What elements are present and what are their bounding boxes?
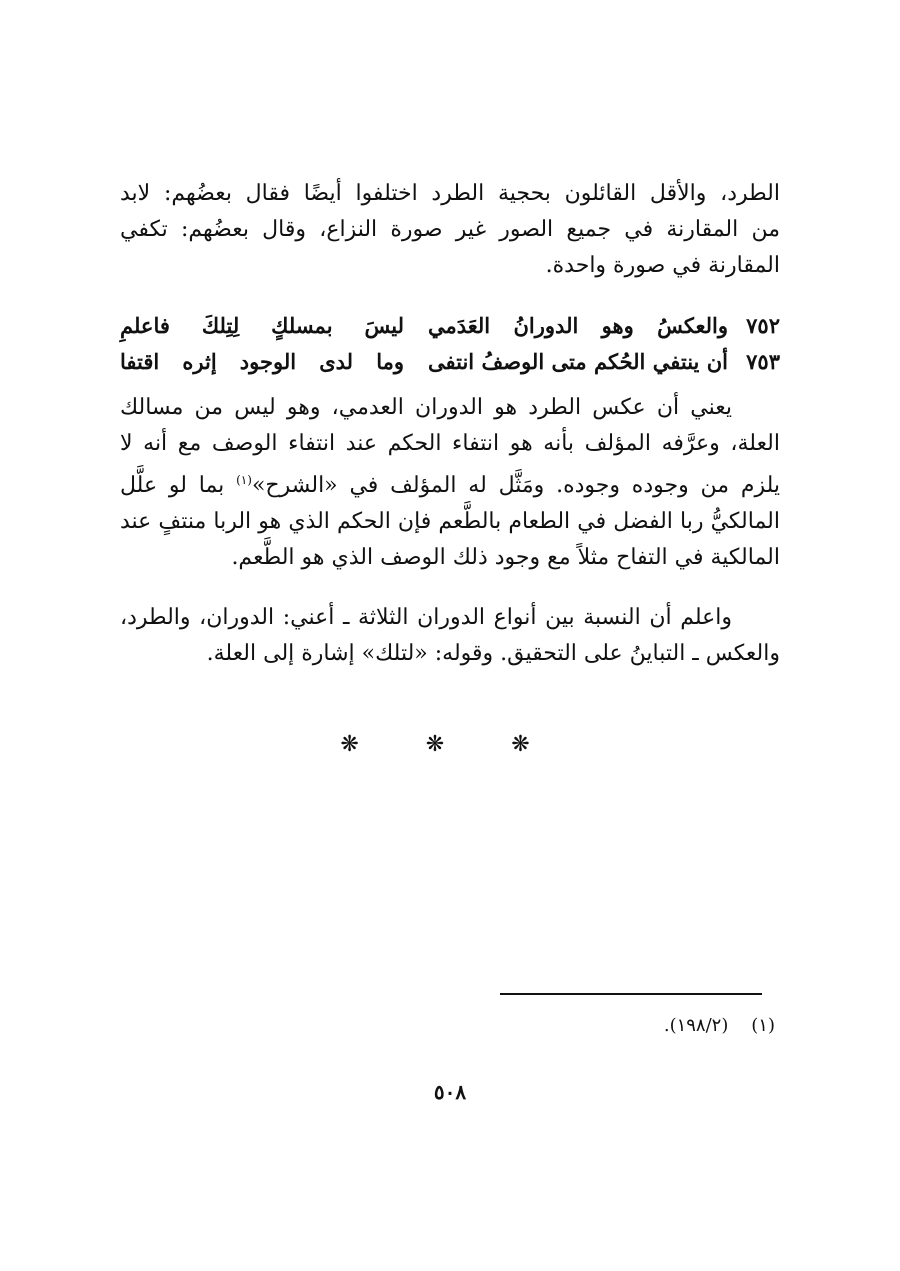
verse-second-hemistich: وما لدى الوجود إثره اقتفا xyxy=(120,349,404,374)
paragraph-2-line-5: المالكية في التفاح مثلاً مع وجود ذلك الوصف الذي هو الطَّعم. xyxy=(231,545,780,570)
paragraph-1-line-3: المقارنة في صورة واحدة. xyxy=(545,253,780,278)
verse-first-hemistich: والعكسُ وهو الدورانُ العَدَمي xyxy=(428,313,728,338)
verse-753 xyxy=(120,344,780,380)
verse-752 xyxy=(120,308,780,344)
footnote-reference[interactable]: (١) xyxy=(236,473,252,487)
paragraph-3-line-1: واعلم أن النسبة بين أنواع الدوران الثلاثة ـ أعني: الدوران، والطرد، xyxy=(120,605,732,630)
paragraph-1-line-2: من المقارنة في جميع الصور غير صورة النزاع، وقال بعضُهم: تكفي xyxy=(120,217,780,242)
verse-block xyxy=(120,308,780,380)
verse-first-hemistich: أن ينتفي الحُكم متى الوصفُ انتفى xyxy=(428,349,728,374)
footnote-text: (١٩٨/٢). xyxy=(663,1015,729,1036)
paragraph-1 xyxy=(120,176,780,284)
verse-number: ٧٥٢ xyxy=(746,313,780,338)
paragraph-1-line-1: الطرد، والأقل القائلون بحجية الطرد اختلفوا أيضًا فقال بعضُهم: لابد xyxy=(120,181,780,206)
section-separator: ❋ ❋ ❋ xyxy=(340,732,560,757)
verse-number: ٧٥٣ xyxy=(746,349,780,374)
paragraph-2-line-2: العلة، وعرَّفه المؤلف بأنه هو انتفاء الحكم عند انتفاء الوصف مع أنه لا xyxy=(120,431,780,456)
paragraph-2-line-1: يعني أن عكس الطرد هو الدوران العدمي، وهو ليس من مسالك xyxy=(120,395,732,420)
paragraph-2-line-3-tail: بما لو علَّل xyxy=(120,473,225,498)
verse-second-hemistich: ليسَ بمسلكٍ لِتِلكَ فاعلمِ xyxy=(120,313,404,338)
paragraph-2-line-4: المالكيُّ ربا الفضل في الطعام بالطَّعم فإن الحكم الذي هو الربا منتفٍ عند xyxy=(120,509,780,534)
paragraph-2-line-3 xyxy=(120,462,780,504)
page-number: ٥٠٨ xyxy=(433,1080,467,1104)
paragraph-2-line-3-text: يلزم من وجوده وجوده. ومَثَّل له المؤلف في «الشرح» xyxy=(251,473,780,498)
paragraph-3 xyxy=(120,600,780,672)
footnote-divider xyxy=(500,993,762,995)
paragraph-2 xyxy=(120,390,780,576)
footnote xyxy=(664,1012,775,1040)
paragraph-3-line-2: والعكس ـ التباينُ على التحقيق. وقوله: «لتلك» إشارة إلى العلة. xyxy=(206,641,780,666)
footnote-marker: (١) xyxy=(751,1015,775,1036)
